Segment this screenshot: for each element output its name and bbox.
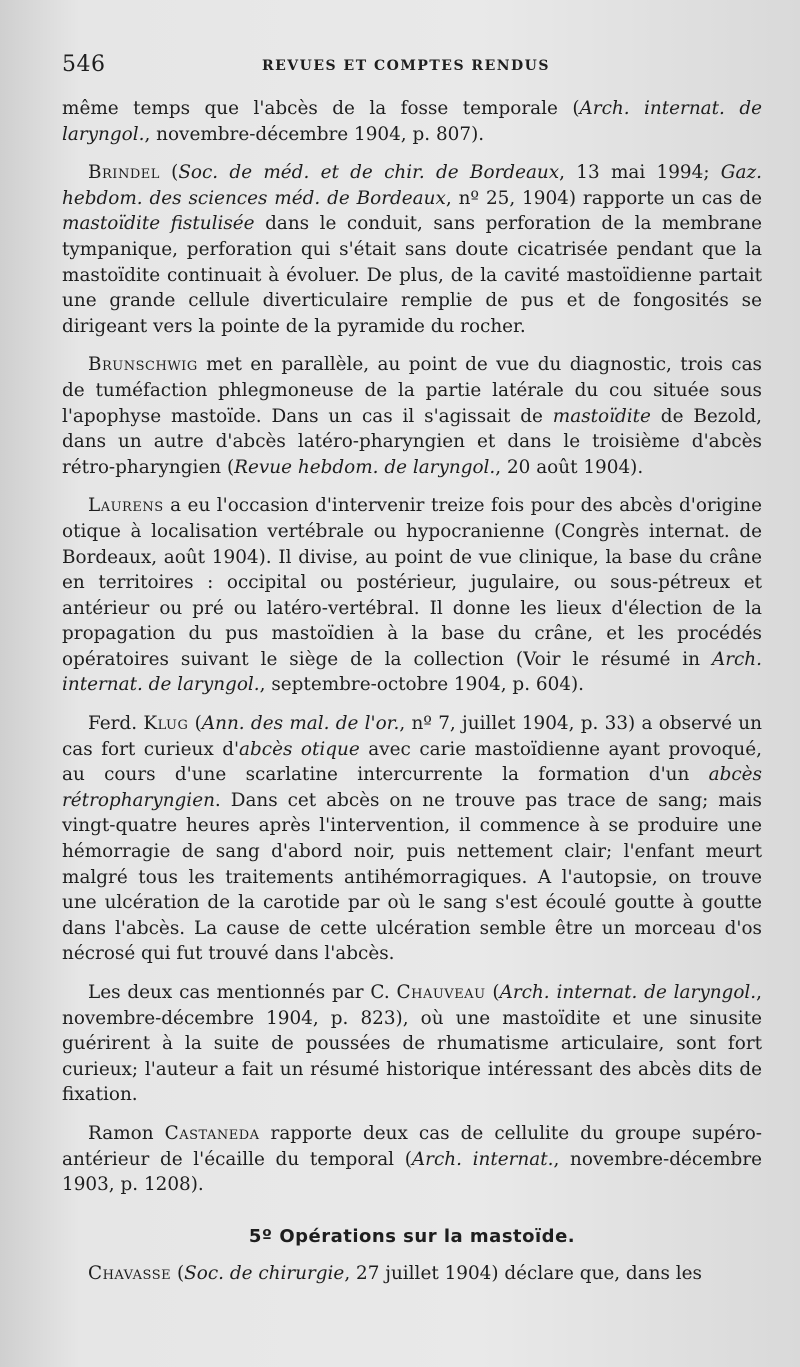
paragraph-0 [62,96,762,147]
text-segment: Soc. de chirurgie [184,1263,345,1285]
text-segment: abcès otique [239,738,360,760]
text-segment: ( [188,713,202,735]
page-header [62,0,762,96]
paragraph-laurens [62,493,762,698]
text-segment: , novembre-décembre 1904, p. 807). [144,123,485,145]
text-segment: avec carie mastoïdienne ayant provoqué, au cours d'une scarlatine intercurrente la formation d'un [62,738,762,786]
paragraph-brindel [62,160,762,339]
text-segment: ( [171,1263,185,1285]
text-segment: Ann. des mal. de l'or. [201,713,400,735]
text-segment: Les deux cas mentionnés par C. [88,982,397,1003]
text-segment: rapporte deux cas de cellulite du groupe supéro-antérieur de l'écaille du temporal ( [62,1122,762,1170]
text-segment: Ferd. [88,713,144,735]
text-segment: Revue hebdom. de laryngol. [234,456,496,478]
text-segment: met en parallèle, au point de vue du diagnostic, trois cas de tuméfaction phlegmoneuse de la partie latérale du cou située sous l'apophyse mastoïde. Dans un cas il s'agissait de [62,354,762,427]
paragraph-castaneda [62,1121,762,1198]
text-segment: , nº 7, juillet 1904, p. 33) a observé un cas fort curieux d' [62,713,762,760]
text-segment: . Dans cet abcès on ne trouve pas trace de sang; mais vingt-quatre heures après l'intervention, il commence à se produire une hémorragie de sang d'abord noir, puis nettement clair; l'enfant meurt malgré tous les traitements antihémorragiques. A l'autopsie, on trouve une ulcération de la carotide par où le sang s'est écoulé goutte à goutte dans l'abcès. La cause de cette ulcération semble être un morceau d'os nécrosé qui fut trouvé dans l'abcès. [62,789,762,965]
text-segment: Arch. internat. de laryngol. [499,982,757,1003]
text-segment: ( [485,982,500,1003]
paragraph-chauveau [62,980,762,1108]
running-head: REVUES ET COMPTES RENDUS [262,58,550,74]
text-segment: ( [159,162,179,184]
text-segment: Castaneda [164,1122,260,1144]
text-segment: Soc. de méd. et de chir. de Bordeaux [178,162,560,184]
text-segment: abcès rétropharyngien [62,764,762,811]
text-segment: , 27 juillet 1904) déclare que, dans les [344,1263,702,1285]
text-segment: Gaz. hebdom. des sciences méd. de Bordeaux [62,162,762,209]
paragraph-klug [62,711,762,967]
text-segment: , 20 août 1904). [495,456,644,478]
text-segment: , septembre-octobre 1904, p. 604). [259,674,585,696]
body-text [62,96,762,1287]
text-segment: Brindel [88,162,160,184]
text-segment: même temps que l'abcès de la fosse temporale ( [62,98,580,119]
text-segment: mastoïdite [552,405,651,427]
text-segment: , nº 25, 1904) rapporte un cas de [445,187,763,209]
text-segment: Chauveau [396,982,486,1003]
text-segment: Laurens [88,495,164,517]
text-segment: a eu l'occasion d'intervenir treize fois pour des abcès d'origine otique à localisation vertébrale ou hypocranienne (Congrès internat. de Bordeaux, août 1904). Il divise, au point de vue clinique, la base du crâne en territoires : occipital ou postérieur, jugulaire, ou sous-pétreux et antérieur ou pré ou latéro-vertébral. Il donne les lieux d'élection de la propagation du pus mastoïdien à la base du crâne, et les procédés opératoires suivant le siège de la collection (Voir le résumé in [62,495,762,670]
text-segment: de Bezold, dans un autre d'abcès latéro-pharyngien et dans le troisième d'abcès rétro-pharyngien ( [62,405,762,478]
text-segment: , 13 mai 1994; [559,162,721,184]
text-segment: , novembre-décembre 1903, p. 1208). [62,1148,762,1196]
text-segment: Arch. internat. de laryngol. [62,98,762,145]
text-segment: dans le conduit, sans perforation de la membrane tympanique, perforation qui s'était sans doute cicatrisée pendant que la mastoïdite continuait à évoluer. De plus, de la cavité mastoïdienne partait une grande cellule diverticulaire remplie de pus et de fongosités se dirigeant vers la pointe de la pyramide du rocher. [62,213,762,337]
text-segment: Klug [143,713,189,735]
text-segment: Chavasse [88,1263,172,1285]
text-segment: mastoïdite fistulisée [62,213,255,235]
text-segment: Arch. internat. [411,1148,554,1170]
text-segment: Brunschwig [88,354,198,376]
text-segment: Arch. internat. de laryngol. [62,648,762,696]
text-segment: , novembre-décembre 1904, p. 823), où une mastoïdite et une sinusite guérirent à la suite de poussées de rhumatisme articulaire, sont fort curieux; l'auteur a fait un résumé historique intéressant des abcès dits de fixation. [62,982,762,1106]
paragraph-brunschwig [62,352,762,480]
page-number: 546 [62,52,106,77]
paragraph-chavasse [62,1261,762,1287]
section-heading: 5º Opérations sur la mastoïde. [248,1225,576,1247]
text-segment: Ramon [88,1122,165,1144]
